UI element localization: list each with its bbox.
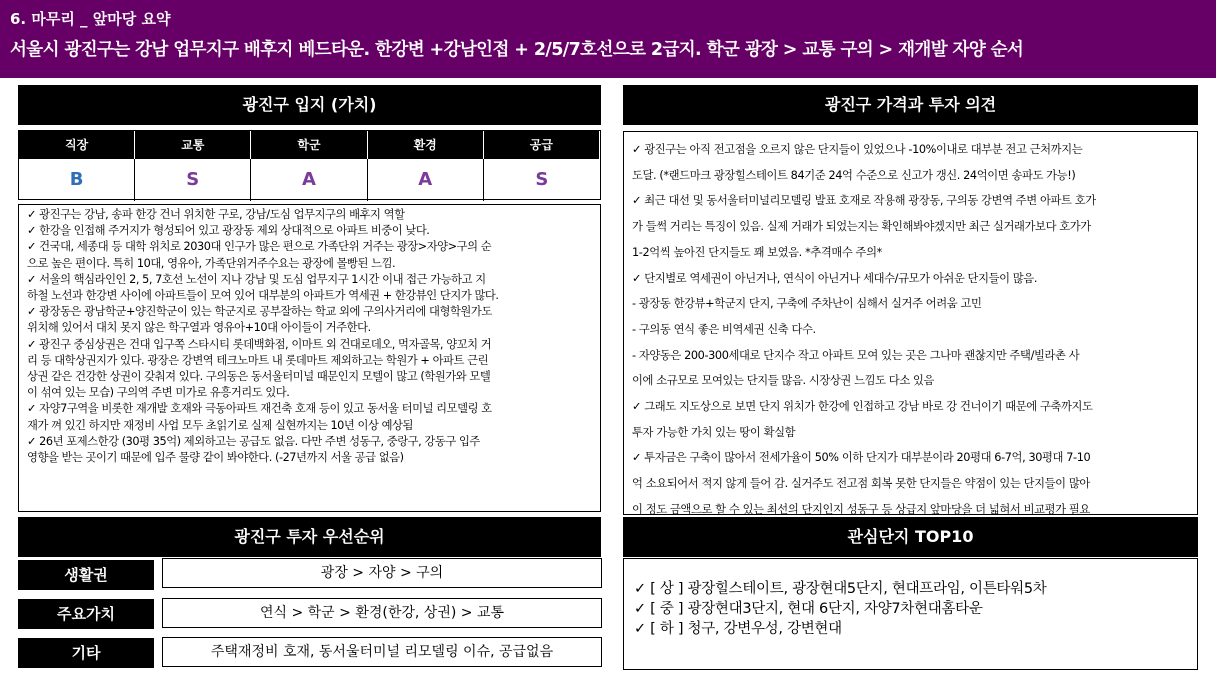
price-notes	[623, 131, 1198, 515]
note-line: - 광장동 한강뷰+학군지 단지, 구축에 주차난이 심해서 실거주 어려움 고민	[632, 297, 982, 311]
list-item: ✓ [ 하 ] 청구, 강변우성, 강변현대	[634, 621, 842, 637]
grade-label: 환경	[368, 131, 484, 159]
priority-value: 주택재정비 호재, 동서울터미널 리모델링 이슈, 공급없음	[162, 637, 602, 667]
note-line: 투자 가능한 가치 있는 땅이 확실함	[632, 425, 796, 439]
grade-value: A	[251, 159, 367, 201]
price-header: 광진구 가격과 투자 의견	[623, 85, 1198, 125]
top10-list	[623, 558, 1198, 670]
note-line: ✓ 건국대, 세종대 등 대학 위치로 2030대 인구가 많은 편으로 가족단위 거주는 광장>자양>구의 순	[27, 240, 492, 254]
note-line: ✓ 한강을 인접해 주거지가 형성되어 있고 광장동 제외 상대적으로 아파트 비중이 낮다.	[27, 224, 430, 238]
note-line: 위치해 있어서 대치 못지 않은 학구열과 영유아+10대 아이들이 거주한다.	[27, 321, 371, 335]
priority-label: 주요가치	[18, 599, 154, 629]
note-line: 억 소요되어서 적지 않게 들어 감. 실거주도 전고점 회복 못한 단지들은 약점이 있는 단지들이 많아	[632, 477, 1090, 491]
grade-label: 직장	[19, 131, 135, 159]
note-line: 가 들썩 거리는 특징이 있음. 실제 거래가 되었는지는 확인해봐야겠지만 최근 실거래가보다 호가가	[632, 220, 1091, 234]
note-line: 상권 같은 건강한 상권이 갖춰져 있다. 구의동은 동서울터미널 때문인지 모텔이 많고 (학원가와 모텔	[27, 370, 491, 384]
note-line: 도달. (*랜드마크 광장힐스테이트 84기준 24억 수준으로 신고가 갱신. 24억이면 송파도 가능!)	[632, 168, 1076, 182]
grade-label: 학군	[251, 131, 367, 159]
section-title: 6. 마무리 _ 앞마당 요약	[10, 10, 171, 28]
note-line: ✓ 광진구 중심상권은 건대 입구쪽 스타시티 롯데백화점, 이마트 외 건대로데오, 먹자골목, 양꼬치 거	[27, 337, 492, 351]
priority-header: 광진구 투자 우선순위	[18, 517, 601, 557]
note-line: ✓ 광진구는 아직 전고점을 오르지 않은 단지들이 있었으나 -10%이내로 대부분 전고 근처까지는	[632, 143, 1083, 156]
note-line: ✓ 투자금은 구축이 많아서 전세가율이 50% 이하 단지가 대부분이라 20평대 6-7억, 30평대 7-10	[632, 451, 1091, 465]
note-line: 재가 껴 있긴 하지만 재정비 사업 모두 초읽기로 실제 실현까지는 10년 이상 예상됨	[27, 418, 413, 432]
note-line: ✓ 광진구는 강남, 송파 한강 건너 위치한 구로, 강남/도심 업무지구의 배후지 역할	[27, 208, 405, 221]
grade-label: 공급	[484, 131, 600, 159]
list-item: ✓ [ 중 ] 광장현대3단지, 현대 6단지, 자양7차현대홈타운	[634, 601, 983, 617]
priority-label: 생활권	[18, 560, 154, 590]
note-line: - 구의동 연식 좋은 비역세권 신축 다수.	[632, 322, 816, 336]
note-line: 리 등 대학상권지가 있다. 광장은 강변역 테크노마트 내 롯데마트 제외하고는 학원가 + 아파트 근린	[27, 353, 489, 367]
location-grade-table	[18, 130, 601, 200]
note-line: 으로 높은 편이다. 특히 10대, 영유아, 가족단위거주수요는 광장에 몰빵된 느낌.	[27, 256, 396, 270]
note-line: ✓ 그래도 지도상으로 보면 단지 위치가 한강에 인접하고 강남 바로 강 건너이기 때문에 구축까지도	[632, 400, 1093, 414]
note-line: 하철 노선과 한강변 사이에 아파트들이 모여 있어 대부분의 아파트가 역세권 + 한강뷰인 단지가 많다.	[27, 289, 499, 303]
note-line: 이에 소규모로 모여있는 단지들 많음. 시장상권 느낌도 다소 있음	[632, 374, 935, 388]
list-item: ✓ [ 상 ] 광장힐스테이트, 광장현대5단지, 현대프라임, 이튼타워5차	[634, 581, 1047, 597]
priority-value: 광장 > 자양 > 구의	[162, 558, 602, 588]
note-line: ✓ 단지별로 역세권이 아닌거나, 연식이 아닌거나 세대수/규모가 아쉬운 단지들이 많음.	[632, 271, 1038, 285]
note-line: 이 정도 금액으로 할 수 있는 최선의 단지인지 성동구 등 상급지 앞마당을 더 넓혀서 비교평가 필요	[632, 502, 1090, 515]
note-line: ✓ 26년 포제스한강 (30평 35억) 제외하고는 공급도 없음. 다만 주변 성동구, 중랑구, 강동구 입주	[27, 434, 480, 448]
note-line: 1-2억씩 높아진 단지들도 꽤 보였음. *추격매수 주의*	[632, 245, 882, 259]
summary-banner	[0, 0, 1216, 78]
grade-value: S	[535, 169, 549, 190]
grade-value: A	[368, 159, 484, 201]
priority-label: 기타	[18, 638, 154, 668]
top10-header: 관심단지 TOP10	[623, 517, 1198, 557]
location-header: 광진구 입지 (가치)	[18, 85, 601, 125]
grade-value: B	[19, 159, 135, 201]
note-line: ✓ 서울의 핵심라인인 2, 5, 7호선 노선이 지나 강남 및 도심 업무지구 1시간 이내 접근 가능하고 지	[27, 272, 486, 286]
priority-value: 연식 > 학군 > 환경(한강, 상권) > 교통	[162, 598, 602, 628]
note-line: 영향을 받는 곳이기 때문에 입주 물량 같이 봐야한다. (-27년까지 서울 공급 없음)	[27, 451, 404, 465]
note-line: ✓ 광장동은 광남학군+양진학군이 있는 학군지로 공부잘하는 학교 외에 구의사거리에 대형학원가도	[27, 305, 492, 319]
grade-label: 교통	[135, 131, 251, 159]
grade-value: S	[135, 159, 251, 201]
note-line: - 자양동은 200-300세대로 단지수 작고 아파트 모여 있는 곳은 그나마 괜찮지만 주택/빌라촌 사	[632, 348, 1080, 362]
note-line: 이 섞여 있는 모습) 구의역 주변 미가로 유흥거리도 있다.	[27, 386, 290, 400]
location-notes	[18, 204, 601, 512]
note-line: ✓ 최근 대선 및 동서울터미널리모델링 발표 호재로 작용해 광장동, 구의동 강변역 주변 아파트 호가	[632, 194, 1096, 208]
summary-text: 서울시 광진구는 강남 업무지구 배후지 베드타운. 한강변 +강남인접 + 2/5/7호선으로 2급지. 학군 광장 > 교통 구의 > 재개발 자양 순서	[10, 40, 1024, 60]
note-line: ✓ 자양7구역을 비롯한 재개발 호재와 극동아파트 재건축 호재 등이 있고 동서울 터미널 리모델링 호	[27, 402, 492, 416]
